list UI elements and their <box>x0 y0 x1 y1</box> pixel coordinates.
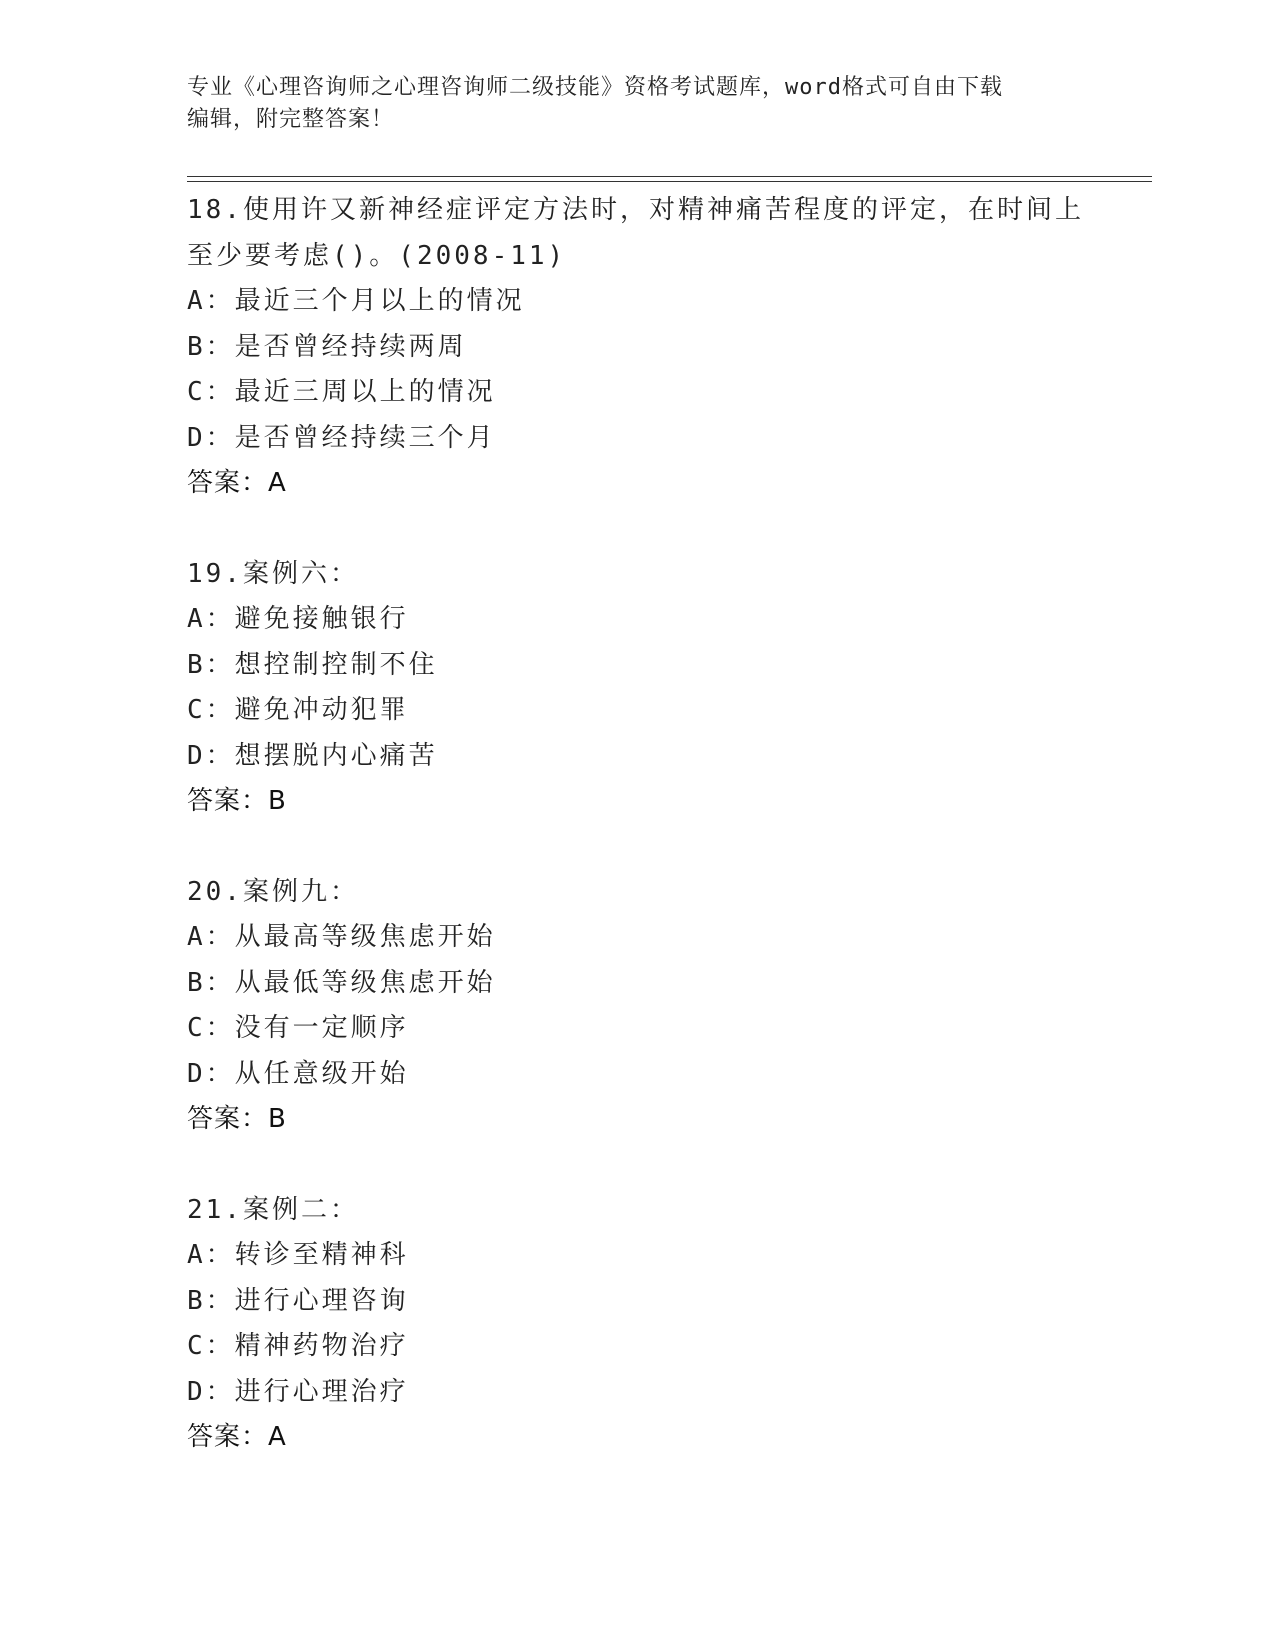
option-d: D：是否曾经持续三个月 <box>187 422 496 453</box>
option-c: C：最近三周以上的情况 <box>187 377 496 407</box>
option-b: B：想控制控制不住 <box>187 649 438 680</box>
answer-label: 答案：A <box>187 468 287 498</box>
document-header <box>187 72 1067 136</box>
header-divider-top <box>187 176 1152 177</box>
answer-label: 答案：B <box>187 786 287 816</box>
header-line-2: 编辑，附完整答案！ <box>187 107 395 132</box>
option-d: D：想摆脱内心痛苦 <box>187 740 438 771</box>
option-c: C：没有一定顺序 <box>187 1013 409 1043</box>
question-stem: 21.案例二： <box>187 1194 359 1225</box>
question-stem: 19.案例六： <box>187 558 359 589</box>
question-19 <box>187 552 1127 825</box>
header-divider-bottom <box>187 181 1152 182</box>
question-21 <box>187 1188 1127 1461</box>
header-line-1: 专业《心理咨询师之心理咨询师二级技能》资格考试题库，word格式可自由下载 <box>187 75 1003 100</box>
question-stem-continued: 至少要考虑()。(2008-11) <box>187 240 567 271</box>
question-list <box>187 188 1127 1461</box>
option-c: C：避免冲动犯罪 <box>187 695 409 725</box>
option-a: A：最近三个月以上的情况 <box>187 286 525 316</box>
answer-label: 答案：A <box>187 1422 287 1452</box>
option-d: D：从任意级开始 <box>187 1058 409 1089</box>
option-d: D：进行心理治疗 <box>187 1376 409 1407</box>
option-b: B：是否曾经持续两周 <box>187 331 467 362</box>
question-stem: 18.使用许又新神经症评定方法时，对精神痛苦程度的评定，在时间上 <box>187 195 1084 225</box>
question-stem: 20.案例九： <box>187 876 359 907</box>
question-20 <box>187 870 1127 1143</box>
option-c: C：精神药物治疗 <box>187 1331 409 1361</box>
answer-label: 答案：B <box>187 1104 287 1134</box>
option-b: B：从最低等级焦虑开始 <box>187 967 496 998</box>
option-b: B：进行心理咨询 <box>187 1285 409 1316</box>
question-18 <box>187 188 1127 507</box>
option-a: A：避免接触银行 <box>187 604 409 634</box>
option-a: A：从最高等级焦虑开始 <box>187 922 496 952</box>
option-a: A：转诊至精神科 <box>187 1240 409 1270</box>
